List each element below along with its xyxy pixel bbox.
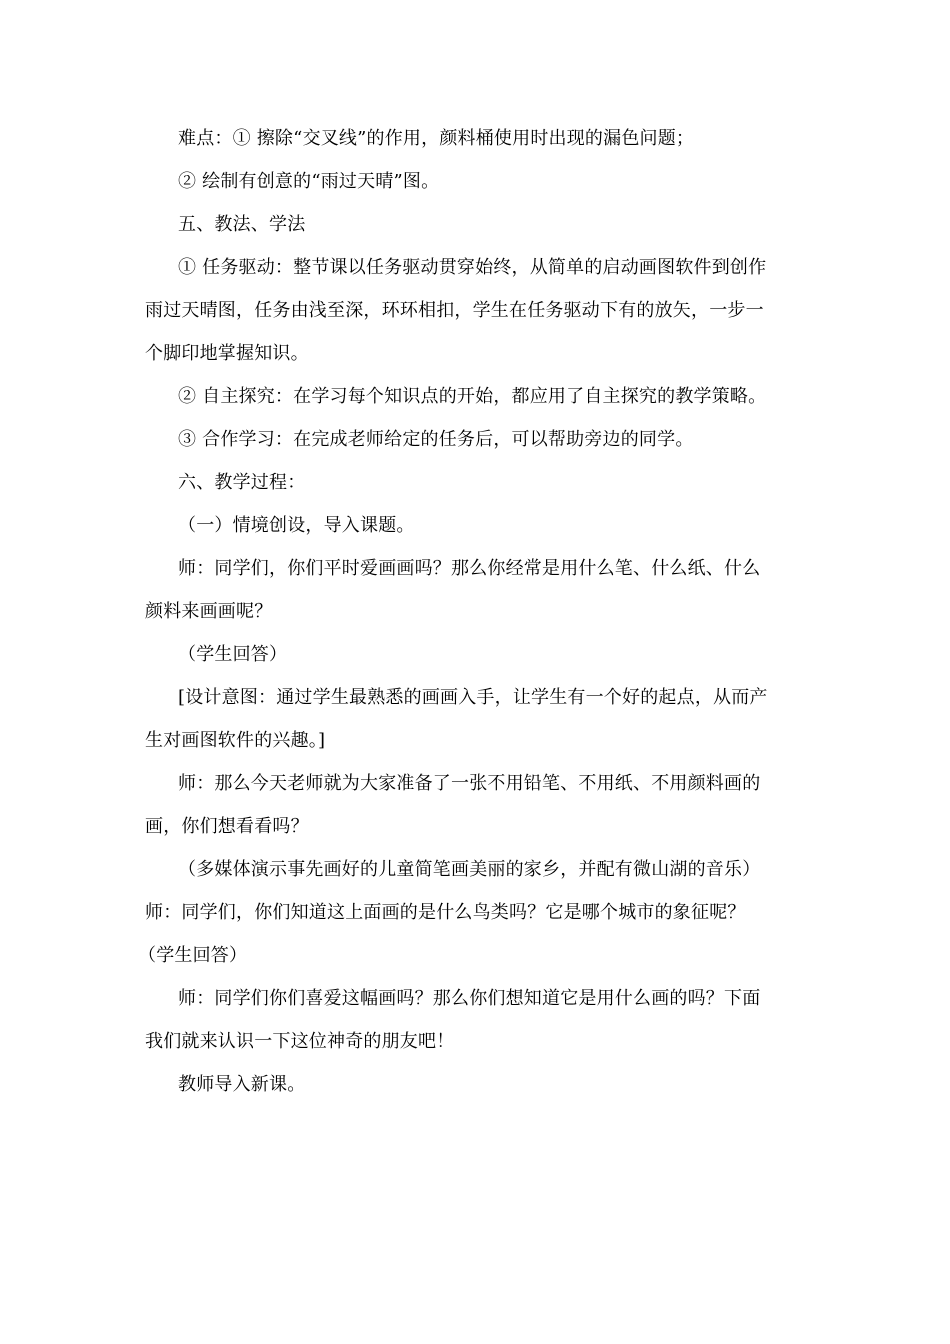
teacher-line-1: 师：同学们，你们平时爱画画吗？那么你经常是用什么笔、什么纸、什么 [178,558,761,579]
method-1-line-2: 雨过天晴图，任务由浅至深，环环相扣，学生在任务驱动下有的放矢，一步一 [145,300,764,321]
design-intent-line-1: [设计意图：通过学生最熟悉的画画入手，让学生有一个好的起点，从而产 [178,687,768,708]
teacher-line-4: 师：同学们你们喜爱这幅画吗？那么你们想知道它是用什么画的吗？下面 [178,988,761,1009]
difficulty-point-1: 难点：① 擦除“交叉线”的作用，颜料桶使用时出现的漏色问题； [178,128,695,149]
method-1-line-1: ① 任务驱动：整节课以任务驱动贯穿始终，从简单的启动画图软件到创作 [178,257,767,278]
teacher-line-2-cont: 画，你们想看看吗？ [145,816,309,837]
design-intent-line-2: 生对画图软件的兴趣。] [145,730,326,751]
section-heading-process: 六、教学过程： [178,472,306,493]
student-answer-1: （学生回答） [178,644,288,665]
teacher-line-2: 师：那么今天老师就为大家准备了一张不用铅笔、不用纸、不用颜料画的 [178,773,761,794]
section-heading-methods: 五、教法、学法 [178,214,306,235]
subsection-heading: （一）情境创设，导入课题。 [178,515,415,536]
multimedia-note: （多媒体演示事先画好的儿童简笔画美丽的家乡，并配有微山湖的音乐） [178,859,761,880]
method-3: ③ 合作学习：在完成老师给定的任务后，可以帮助旁边的同学。 [178,429,694,450]
teacher-intro-new-lesson: 教师导入新课。 [178,1074,306,1095]
method-2: ② 自主探究：在学习每个知识点的开始，都应用了自主探究的教学策略。 [178,386,767,407]
teacher-line-3: 师：同学们，你们知道这上面画的是什么鸟类吗？它是哪个城市的象征呢？ [145,902,746,923]
method-1-line-3: 个脚印地掌握知识。 [145,343,309,364]
teacher-line-1-cont: 颜料来画画呢？ [145,601,273,622]
teacher-line-4-cont: 我们就来认识一下这位神奇的朋友吧！ [145,1031,455,1052]
difficulty-point-2: ② 绘制有创意的“雨过天晴”图。 [178,171,440,192]
student-answer-2: （学生回答） [138,945,248,966]
